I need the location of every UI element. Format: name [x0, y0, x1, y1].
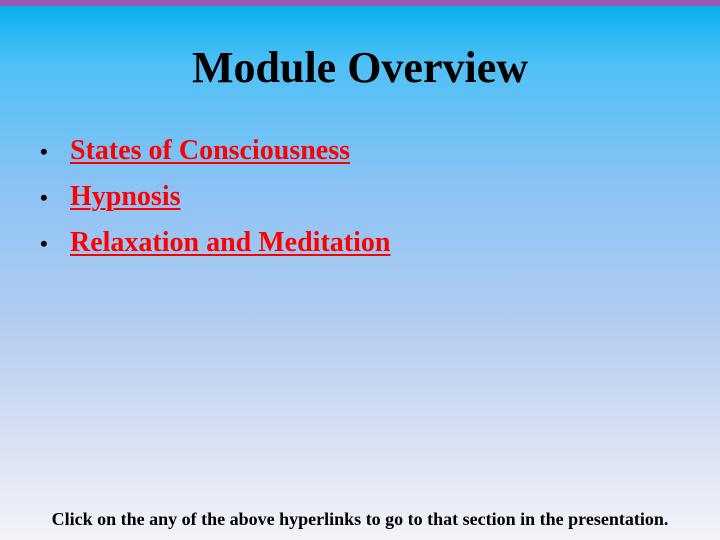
list-item [40, 224, 390, 270]
bullet-dot-icon: • [40, 231, 48, 256]
footer-instructions: Click on the any of the above hyperlinks to go to that section in the presentation. [51, 509, 669, 529]
link-relaxation-and-meditation[interactable]: Relaxation and Meditation [70, 227, 391, 258]
slide-title: Module Overview [191, 43, 529, 92]
list-item [40, 132, 390, 178]
list-item [40, 178, 390, 224]
bullet-dot-icon: • [40, 139, 48, 164]
link-hypnosis[interactable]: Hypnosis [70, 181, 181, 212]
bullet-list [40, 132, 390, 270]
top-accent-bar [0, 0, 720, 6]
bullet-dot-icon: • [40, 185, 48, 210]
link-states-of-consciousness[interactable]: States of Consciousness [70, 135, 351, 166]
